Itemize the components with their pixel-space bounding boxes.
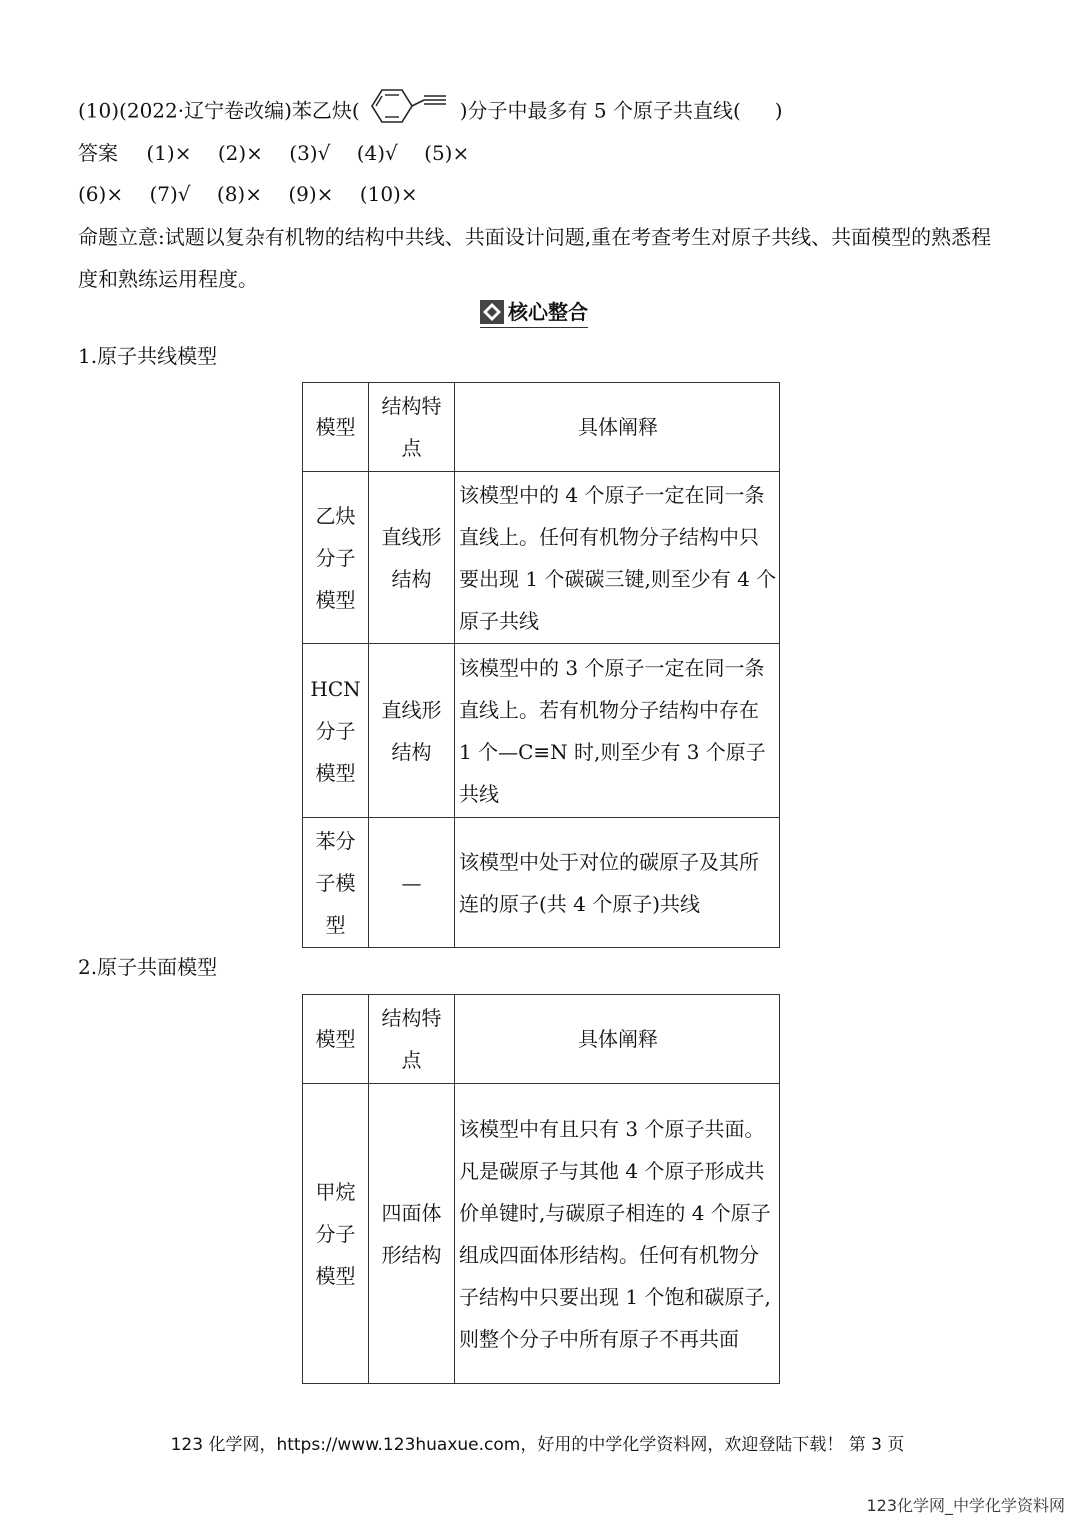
question-intent: 命题立意:试题以复杂有机物的结构中共线、共面设计问题,重在考查考生对原子共线、共面模型的熟悉程度和熟练运用程度。 bbox=[78, 225, 992, 291]
answer-item: (5)× bbox=[424, 141, 470, 165]
table-row bbox=[303, 472, 780, 644]
question-10 bbox=[78, 96, 783, 128]
question-10-close: ) bbox=[774, 98, 783, 123]
answer-item: (8)× bbox=[216, 182, 262, 206]
model-cell: HCN分子模型 bbox=[303, 644, 369, 818]
answer-item: (6)× bbox=[78, 182, 124, 206]
answers-label: 答案 bbox=[78, 141, 118, 165]
model-cell: 乙炔分子模型 bbox=[303, 472, 369, 644]
table-row bbox=[303, 1084, 780, 1384]
table-row bbox=[303, 818, 780, 948]
answer-item: (1)× bbox=[146, 141, 192, 165]
answers-row-1 bbox=[78, 139, 489, 167]
page-footer: 123 化学网，https://www.123huaxue.com，好用的中学化学资料网，欢迎登陆下载！ 第 3 页 bbox=[170, 1435, 905, 1455]
header-detail: 具体阐释 bbox=[455, 383, 780, 472]
feature-cell: 直线形结构 bbox=[369, 644, 455, 818]
question-10-prefix: (10)(2022·辽宁卷改编)苯乙炔( bbox=[78, 98, 360, 123]
section-title bbox=[480, 298, 588, 328]
detail-cell: 该模型中有且只有 3 个原子共面。凡是碳原子与其他 4 个原子形成共价单键时,与碳原子相连的 4 个原子组成四面体形结构。任何有机物分子结构中只要出现 1 个饱和碳原子,则整个分子中所有原子不再共面 bbox=[455, 1084, 780, 1384]
diamond-icon bbox=[480, 300, 504, 324]
answer-item: (10)× bbox=[359, 182, 418, 206]
header-feature: 结构特点 bbox=[369, 383, 455, 472]
model-cell: 甲烷分子模型 bbox=[303, 1084, 369, 1384]
detail-cell: 该模型中的 3 个原子一定在同一条直线上。若有机物分子结构中存在 1 个—C≡N 时,则至少有 3 个原子共线 bbox=[455, 644, 780, 818]
section-title-text: 核心整合 bbox=[508, 300, 588, 324]
section-2-heading: 2.原子共面模型 bbox=[78, 955, 218, 979]
question-10-suffix: )分子中最多有 5 个原子共直线( bbox=[459, 98, 741, 123]
phenylacetylene-structure-icon bbox=[362, 84, 458, 128]
feature-cell: — bbox=[369, 818, 455, 948]
answer-item: (4)√ bbox=[356, 141, 398, 165]
answer-item: (2)× bbox=[217, 141, 263, 165]
detail-cell: 该模型中的 4 个原子一定在同一条直线上。任何有机物分子结构中只要出现 1 个碳碳三键,则至少有 4 个原子共线 bbox=[455, 472, 780, 644]
header-feature: 结构特点 bbox=[369, 995, 455, 1084]
table-header-row bbox=[303, 995, 780, 1084]
watermark: 123化学网_中学化学资料网 bbox=[866, 1496, 1065, 1515]
collinear-model-table bbox=[302, 382, 780, 948]
header-model: 模型 bbox=[303, 995, 369, 1084]
answer-item: (3)√ bbox=[289, 141, 331, 165]
answer-item: (9)× bbox=[288, 182, 334, 206]
answers-row-2 bbox=[78, 180, 438, 208]
detail-cell: 该模型中处于对位的碳原子及其所连的原子(共 4 个原子)共线 bbox=[455, 818, 780, 948]
feature-cell: 四面体形结构 bbox=[369, 1084, 455, 1384]
section-1-heading: 1.原子共线模型 bbox=[78, 344, 218, 368]
table-header-row bbox=[303, 383, 780, 472]
feature-cell: 直线形结构 bbox=[369, 472, 455, 644]
coplanar-model-table bbox=[302, 994, 780, 1384]
model-cell: 苯分子模型 bbox=[303, 818, 369, 948]
header-model: 模型 bbox=[303, 383, 369, 472]
answer-item: (7)√ bbox=[149, 182, 191, 206]
table-row bbox=[303, 644, 780, 818]
header-detail: 具体阐释 bbox=[455, 995, 780, 1084]
